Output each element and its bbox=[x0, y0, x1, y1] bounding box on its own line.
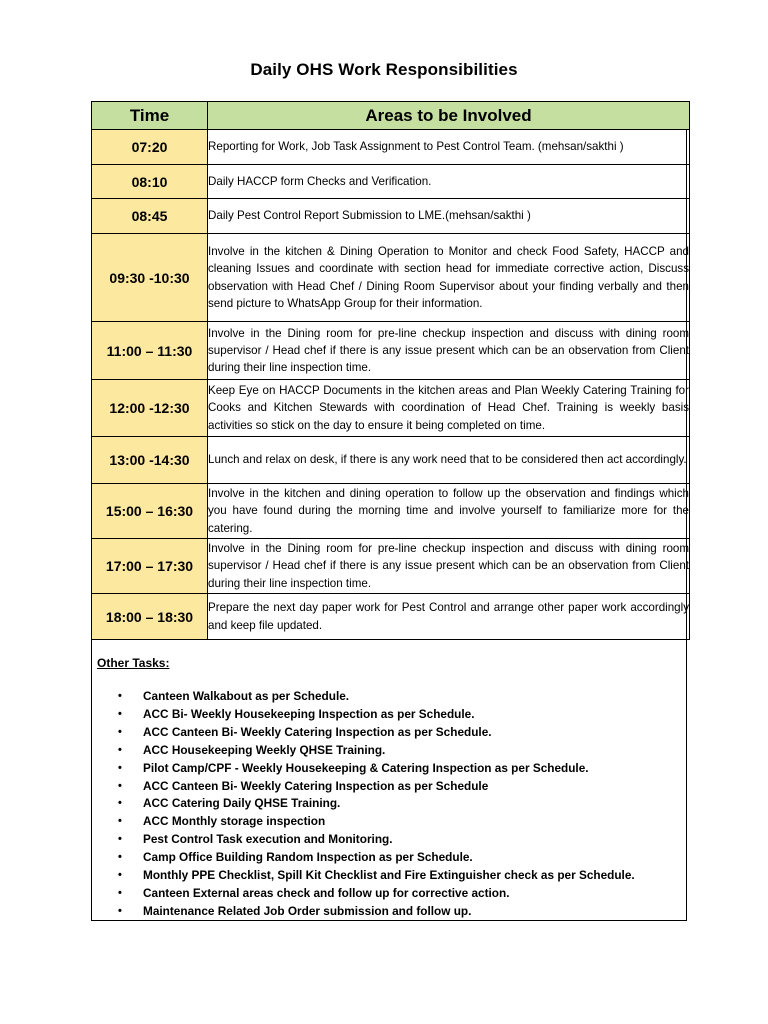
time-cell: 15:00 – 16:30 bbox=[92, 484, 208, 539]
area-cell: Prepare the next day paper work for Pest Control and arrange other paper work accordingly and keep file updated. bbox=[208, 594, 690, 640]
bullet-icon: • bbox=[118, 869, 122, 882]
time-cell: 08:45 bbox=[92, 199, 208, 234]
list-item bbox=[97, 813, 677, 831]
task-text: ACC Catering Daily QHSE Training. bbox=[143, 796, 341, 811]
bullet-icon: • bbox=[118, 707, 122, 720]
area-cell: Involve in the Dining room for pre-line checkup inspection and discuss with dining room supervisor / Head chef if there is any issue present which can be an observation from Client during their line inspection time. bbox=[208, 322, 690, 380]
areas-column-header: Areas to be Involved bbox=[208, 102, 690, 130]
table-row bbox=[92, 539, 690, 594]
bullet-icon: • bbox=[118, 690, 122, 702]
bullet-icon: • bbox=[118, 851, 122, 864]
table-row bbox=[92, 199, 690, 234]
list-item bbox=[97, 760, 677, 778]
area-cell: Daily HACCP form Checks and Verification. bbox=[208, 165, 690, 199]
schedule-table bbox=[91, 101, 690, 640]
table-row bbox=[92, 130, 690, 165]
task-text: Maintenance Related Job Order submission and follow up. bbox=[143, 903, 472, 918]
task-text: Canteen External areas check and follow up for corrective action. bbox=[143, 885, 510, 900]
time-cell: 13:00 -14:30 bbox=[92, 437, 208, 484]
other-tasks-list bbox=[97, 688, 677, 921]
list-item bbox=[97, 742, 677, 760]
list-item bbox=[97, 903, 677, 921]
task-text: ACC Canteen Bi- Weekly Catering Inspection as per Schedule bbox=[143, 778, 489, 793]
time-cell: 18:00 – 18:30 bbox=[92, 594, 208, 640]
task-text: Pest Control Task execution and Monitoring. bbox=[143, 832, 393, 847]
area-cell: Reporting for Work, Job Task Assignment to Pest Control Team. (mehsan/sakthi ) bbox=[208, 130, 690, 165]
table-row bbox=[92, 437, 690, 484]
time-cell: 08:10 bbox=[92, 165, 208, 199]
task-text: Pilot Camp/CPF - Weekly Housekeeping & Catering Inspection as per Schedule. bbox=[143, 760, 589, 775]
list-item bbox=[97, 688, 677, 706]
bullet-icon: • bbox=[118, 743, 122, 756]
area-cell: Involve in the kitchen & Dining Operation to Monitor and check Food Safety, HACCP and cleaning Issues and coordinate with section head for immediate corrective action, Discuss observation with Head Chef / Dining Room Supervisor about your finding verbally and then send picture to WhatsApp Group for their information. bbox=[208, 234, 690, 322]
table-row bbox=[92, 594, 690, 640]
bullet-icon: • bbox=[118, 833, 122, 846]
task-text: Camp Office Building Random Inspection as per Schedule. bbox=[143, 850, 473, 865]
bullet-icon: • bbox=[118, 886, 122, 899]
bullet-icon: • bbox=[118, 779, 122, 792]
area-cell: Involve in the kitchen and dining operation to follow up the observation and findings which you have found during the morning time and involve yourself to familiarize more for the catering. bbox=[208, 484, 690, 539]
time-cell: 17:00 – 17:30 bbox=[92, 539, 208, 594]
list-item bbox=[97, 778, 677, 796]
table-row bbox=[92, 484, 690, 539]
bullet-icon: • bbox=[118, 725, 122, 738]
list-item bbox=[97, 706, 677, 724]
other-tasks-heading: Other Tasks: bbox=[97, 656, 170, 670]
page-title: Daily OHS Work Responsibilities bbox=[250, 60, 518, 79]
other-tasks-section bbox=[97, 656, 677, 921]
table-row bbox=[92, 165, 690, 199]
task-text: Canteen Walkabout as per Schedule. bbox=[143, 689, 350, 703]
bullet-icon: • bbox=[118, 761, 122, 774]
list-item bbox=[97, 795, 677, 813]
table-header-row bbox=[92, 102, 690, 130]
list-item bbox=[97, 831, 677, 849]
task-text: ACC Canteen Bi- Weekly Catering Inspection as per Schedule. bbox=[143, 724, 492, 739]
area-cell: Daily Pest Control Report Submission to LME.(mehsan/sakthi ) bbox=[208, 199, 690, 234]
area-cell: Keep Eye on HACCP Documents in the kitchen areas and Plan Weekly Catering Training for Cooks and Kitchen Stewards with coordination of Head Chef. Training is weekly basis activities so stick on the day to ensure it being completed on time. bbox=[208, 380, 690, 437]
table-row bbox=[92, 322, 690, 380]
time-cell: 09:30 -10:30 bbox=[92, 234, 208, 322]
bullet-icon: • bbox=[118, 797, 122, 810]
table-row bbox=[92, 234, 690, 322]
area-cell: Lunch and relax on desk, if there is any work need that to be considered then act accordingly. bbox=[208, 437, 690, 484]
table-row bbox=[92, 380, 690, 437]
list-item bbox=[97, 724, 677, 742]
list-item bbox=[97, 849, 677, 867]
bullet-icon: • bbox=[118, 904, 122, 917]
task-text: ACC Housekeeping Weekly QHSE Training. bbox=[143, 742, 386, 757]
time-cell: 12:00 -12:30 bbox=[92, 380, 208, 437]
task-text: ACC Monthly storage inspection bbox=[143, 814, 326, 829]
task-text: ACC Bi- Weekly Housekeeping Inspection as per Schedule. bbox=[143, 706, 475, 721]
bullet-icon: • bbox=[118, 815, 122, 828]
task-text: Monthly PPE Checklist, Spill Kit Checklist and Fire Extinguisher check as per Schedule. bbox=[143, 868, 635, 883]
time-column-header: Time bbox=[92, 102, 208, 130]
list-item bbox=[97, 885, 677, 903]
area-cell: Involve in the Dining room for pre-line checkup inspection and discuss with dining room supervisor / Head chef if there is any issue present which can be an observation from Client during their line inspection time. bbox=[208, 539, 690, 594]
time-cell: 07:20 bbox=[92, 130, 208, 165]
list-item bbox=[97, 867, 677, 885]
time-cell: 11:00 – 11:30 bbox=[92, 322, 208, 380]
